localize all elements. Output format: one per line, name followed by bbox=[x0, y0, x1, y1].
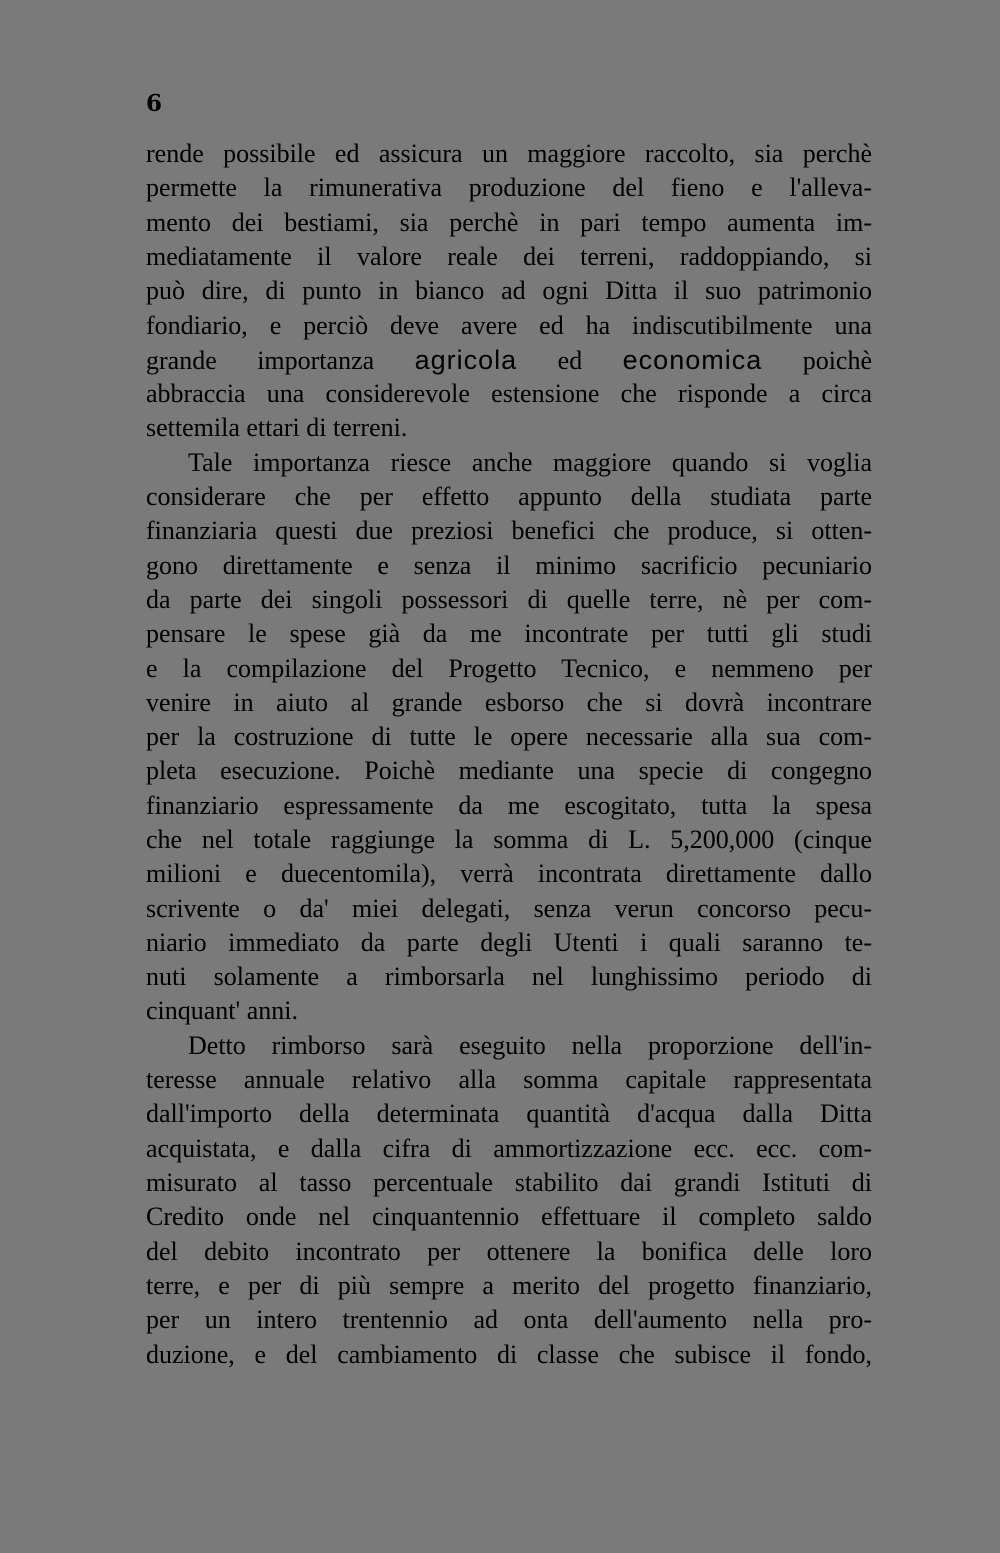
text-line: che nel totale raggiunge la somma di L. 5,200,000 (cinque bbox=[146, 825, 872, 854]
text-line: può dire, di punto in bianco ad ogni Ditta il suo patrimonio bbox=[146, 276, 872, 305]
text-line: duzione, e del cambiamento di classe che subisce il fondo, bbox=[146, 1340, 872, 1369]
text-line: per un intero trentennio ad onta dell'aumento nella pro- bbox=[146, 1305, 872, 1334]
text-line: niario immediato da parte degli Utenti i quali saranno te- bbox=[146, 928, 872, 957]
text-line: milioni e duecentomila), verrà incontrata direttamente dallo bbox=[146, 859, 872, 888]
text-line: settemila ettari di terreni. bbox=[146, 413, 408, 442]
text-line: finanziaria questi due preziosi benefici che produce, si otten- bbox=[146, 516, 872, 545]
text-line: misurato al tasso percentuale stabilito dai grandi Istituti di bbox=[146, 1168, 872, 1197]
text-line: grande importanza agricola ed economica poichè bbox=[146, 345, 873, 375]
page-number: 6 bbox=[146, 90, 163, 117]
text-line: terre, e per di più sempre a merito del progetto finanziario, bbox=[146, 1271, 872, 1300]
text-line: permette la rimunerativa produzione del fieno e l'alleva- bbox=[146, 173, 872, 202]
text-line: mento dei bestiami, sia perchè in pari tempo aumenta im- bbox=[146, 208, 872, 237]
text-line: teresse annuale relativo alla somma capitale rappresentata bbox=[146, 1065, 872, 1094]
text-line: rende possibile ed assicura un maggiore raccolto, sia perchè bbox=[146, 139, 872, 168]
text-line: Tale importanza riesce anche maggiore quando si voglia bbox=[188, 448, 872, 477]
text-line: finanziario espressamente da me escogitato, tutta la spesa bbox=[146, 791, 872, 820]
text-line: considerare che per effetto appunto della studiata parte bbox=[146, 482, 872, 511]
text-line: e la compilazione del Progetto Tecnico, e nemmeno per bbox=[146, 654, 872, 683]
emphasized-word: economica bbox=[622, 345, 763, 375]
text-line: gono direttamente e senza il minimo sacrificio pecuniario bbox=[146, 551, 872, 580]
emphasized-word: agricola bbox=[414, 345, 518, 375]
text-line: pensare le spese già da me incontrate per tutti gli studi bbox=[146, 619, 872, 648]
text-line: da parte dei singoli possessori di quelle terre, nè per com- bbox=[146, 585, 872, 614]
text-line: nuti solamente a rimborsarla nel lunghissimo periodo di bbox=[146, 962, 872, 991]
text-line: Credito onde nel cinquantennio effettuare il completo saldo bbox=[146, 1202, 872, 1231]
text-line: scrivente o da' miei delegati, senza verun concorso pecu- bbox=[146, 894, 872, 923]
text-line: fondiario, e perciò deve avere ed ha indiscutibilmente una bbox=[146, 311, 872, 340]
text-line: venire in aiuto al grande esborso che si dovrà incontrare bbox=[146, 688, 872, 717]
text-line: mediatamente il valore reale dei terreni, raddoppiando, si bbox=[146, 242, 872, 271]
text-line: cinquant' anni. bbox=[146, 996, 298, 1025]
text-line: dall'importo della determinata quantità d'acqua dalla Ditta bbox=[146, 1099, 872, 1128]
text-line: pleta esecuzione. Poichè mediante una specie di congegno bbox=[146, 756, 872, 785]
text-line: abbraccia una considerevole estensione che risponde a circa bbox=[146, 379, 872, 408]
text-line: acquistata, e dalla cifra di ammortizzazione ecc. ecc. com- bbox=[146, 1134, 872, 1163]
text-line: del debito incontrato per ottenere la bonifica delle loro bbox=[146, 1237, 872, 1266]
text-line: Detto rimborso sarà eseguito nella proporzione dell'in- bbox=[188, 1031, 872, 1060]
text-line: per la costruzione di tutte le opere necessarie alla sua com- bbox=[146, 722, 872, 751]
